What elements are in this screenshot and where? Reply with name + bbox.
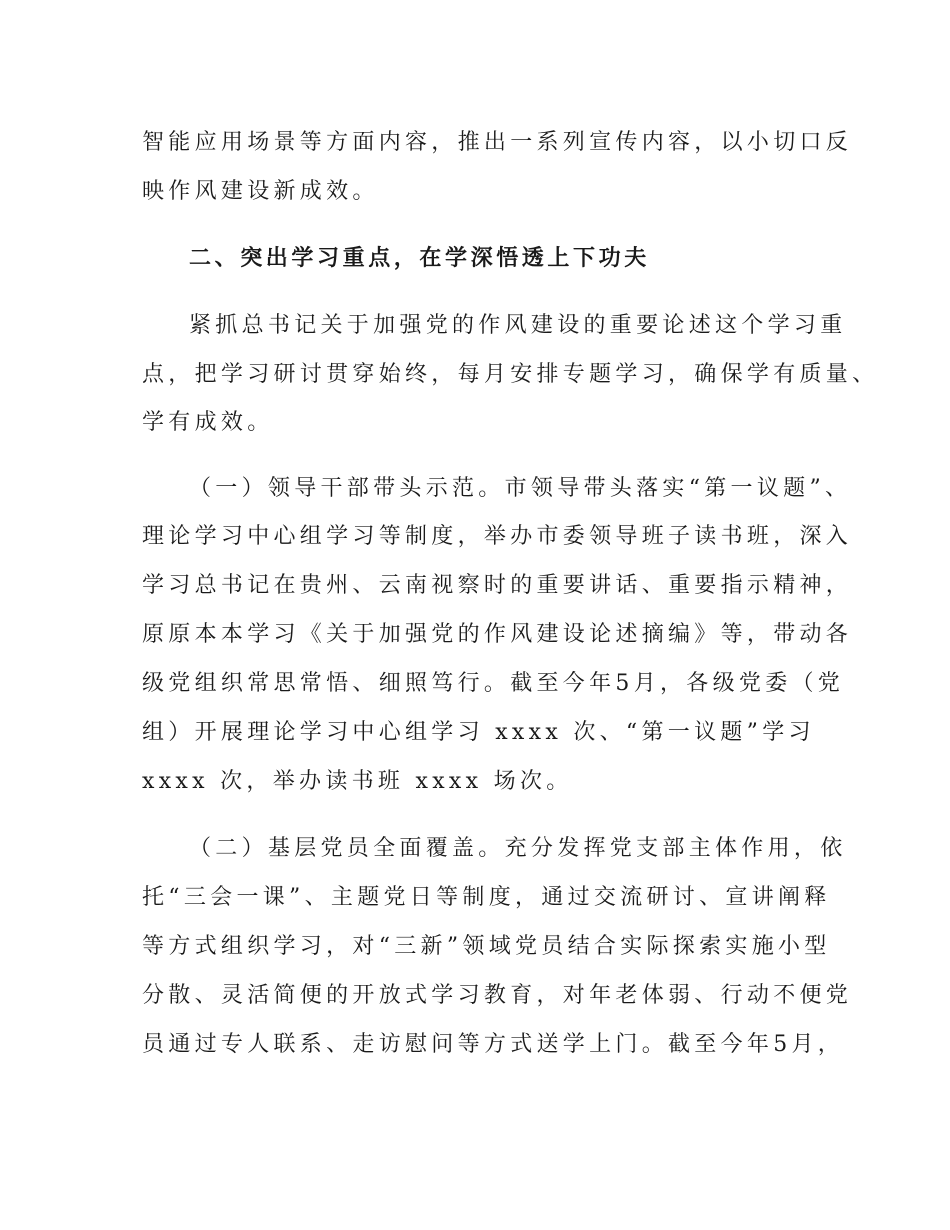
paragraph-line: 紧抓总书记关于加强党的作风建设的重要论述这个学习重 [189, 313, 847, 338]
paragraph-line: 原原本本学习《关于加强党的作风建设论述摘编》等，带动各 [142, 622, 853, 647]
paragraph-line: （一）领导干部带头示范。市领导带头落实“第一议题”、 [189, 476, 852, 501]
paragraph-line: 学习总书记在贵州、云南视察时的重要讲话、重要指示精神， [142, 573, 853, 598]
section-heading: 二、突出学习重点，在学深悟透上下功夫 [189, 246, 650, 271]
paragraph-line: 组）开展理论学习中心组学习 xxxx 次、“第一议题”学习 [142, 720, 815, 745]
paragraph-line: 托“三会一课”、主题党日等制度，通过交流研讨、宣讲阐释 [142, 885, 831, 910]
paragraph-line: （二）基层党员全面覆盖。充分发挥党支部主体作用，依 [189, 836, 847, 861]
paragraph-line: 点，把学习研讨贯穿始终，每月安排专题学习，确保学有质量、 [142, 362, 879, 387]
paragraph-line: 分散、灵活简便的开放式学习教育，对年老体弱、行动不便党 [142, 983, 853, 1008]
paragraph-line: 智能应用场景等方面内容，推出一系列宣传内容，以小切口反 [142, 130, 853, 155]
paragraph-line: 映作风建设新成效。 [142, 179, 379, 204]
paragraph-line: 等方式组织学习，对“三新”领域党员结合实际探索实施小型 [142, 934, 831, 959]
paragraph-line: 学有成效。 [142, 410, 274, 435]
paragraph-line: 理论学习中心组学习等制度，举办市委领导班子读书班，深入 [142, 524, 853, 549]
paragraph-line: 级党组织常思常悟、细照笃行。截至今年5月，各级党委（党 [142, 671, 845, 696]
paragraph-line: xxxx 次，举办读书班 xxxx 场次。 [142, 769, 573, 794]
paragraph-line: 员通过专人联系、走访慰问等方式送学上门。截至今年5月， [142, 1032, 845, 1057]
